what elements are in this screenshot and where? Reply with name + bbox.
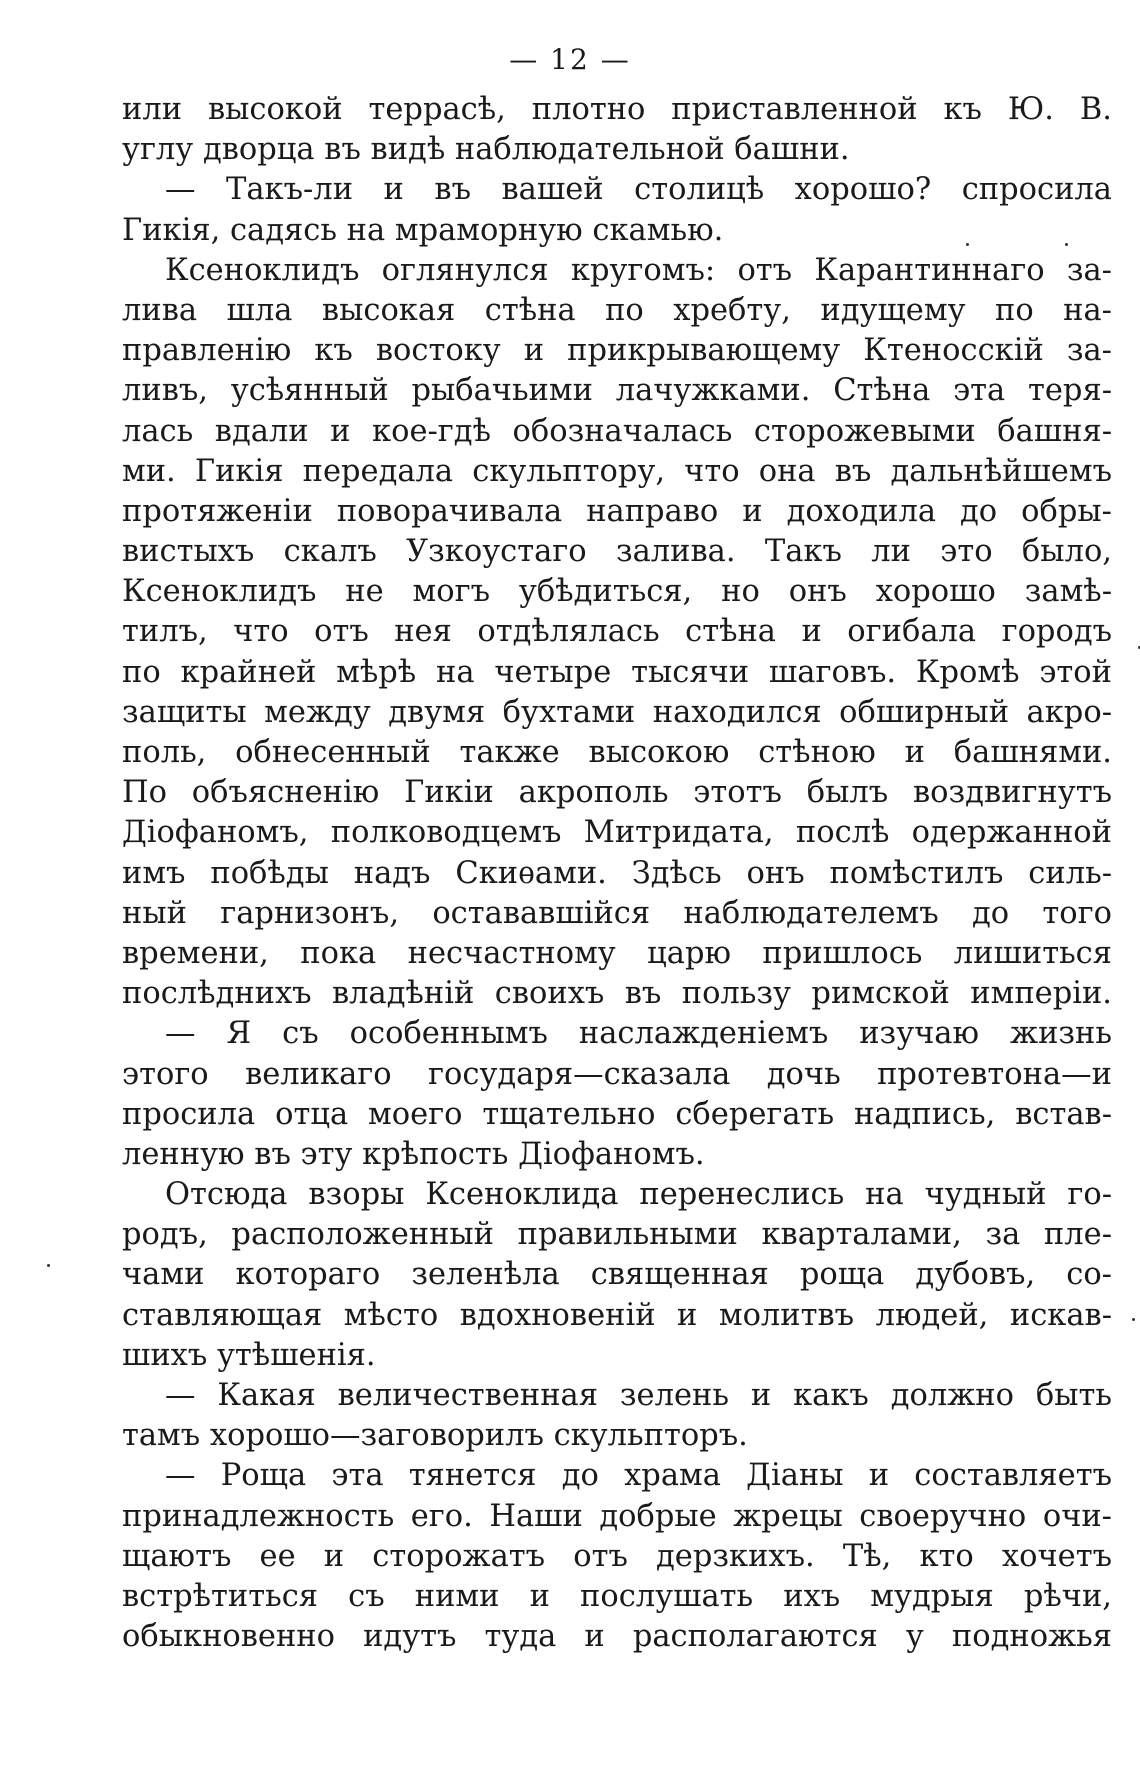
- text-line: — Такъ-ли и въ вашей столицѣ хорошо? спросила: [165, 172, 1112, 208]
- text-line: этого великаго государя—сказала дочь протевтона—и: [122, 1056, 1112, 1092]
- text-line: встрѣтиться съ ними и послушать ихъ мудрыя рѣчи,: [122, 1578, 1112, 1614]
- text-line: ленную въ эту крѣпость Діофаномъ.: [122, 1136, 705, 1172]
- body-text: [122, 90, 1112, 1657]
- text-line: ставляющая мѣсто вдохновеній и молитвъ людей, искав-: [122, 1297, 1112, 1333]
- text-line: Діофаномъ, полководцемъ Митридата, послѣ одержанной: [122, 815, 1112, 851]
- text-line: чами котораго зеленѣла священная роща дубовъ, со-: [122, 1257, 1112, 1293]
- text-line: ми. Гикія передала скульптору, что она въ дальнѣйшемъ: [122, 453, 1112, 489]
- text-line: ливъ, усѣянный рыбачьими лачужками. Стѣна эта теря-: [122, 373, 1112, 409]
- text-line: обыкновенно идутъ туда и располагаются у подножья: [122, 1619, 1112, 1655]
- text-line: лась вдали и кое-гдѣ обозначалась сторожевыми башня-: [122, 413, 1112, 449]
- text-line: щаютъ ее и сторожатъ отъ дерзкихъ. Тѣ, кто хочетъ: [122, 1538, 1112, 1574]
- scan-speck: [1132, 1318, 1135, 1321]
- text-line: по крайней мѣрѣ на четыре тысячи шаговъ. Кромѣ этой: [122, 654, 1112, 690]
- text-line: лива шла высокая стѣна по хребту, идущему по на-: [122, 292, 1112, 328]
- scan-speck: [1065, 243, 1068, 246]
- text-line: времени, пока несчастному царю пришлось лишиться: [122, 935, 1112, 971]
- text-line: родъ, расположенный правильными кварталами, за пле-: [122, 1217, 1112, 1253]
- text-line: — Я съ особеннымъ наслажденіемъ изучаю жизнь: [165, 1016, 1112, 1052]
- text-line: тамъ хорошо—заговорилъ скульпторъ.: [122, 1418, 748, 1454]
- text-line: углу дворца въ видѣ наблюдательной башни.: [122, 132, 850, 168]
- text-line: поль, обнесенный также высокою стѣною и башнями.: [122, 735, 1112, 770]
- text-line: протяженіи поворачивала направо и доходила до обры-: [122, 493, 1112, 529]
- text-line: Ксеноклидъ не могъ убѣдиться, но онъ хорошо замѣ-: [122, 574, 1112, 610]
- text-line: шихъ утѣшенія.: [122, 1337, 376, 1373]
- text-line: или высокой террасѣ, плотно приставленной къ Ю. В.: [122, 92, 1112, 127]
- text-line: защиты между двумя бухтами находился обширный акро-: [122, 694, 1112, 730]
- text-line: тилъ, что отъ нея отдѣлялась стѣна и огибала городъ: [122, 614, 1112, 650]
- text-line: Ксеноклидъ оглянулся кругомъ: отъ Карантиннаго за-: [165, 252, 1112, 288]
- text-line: Отсюда взоры Ксеноклида перенеслись на чудный го-: [165, 1177, 1112, 1213]
- text-line: имъ побѣды надъ Скиѳами. Здѣсь онъ помѣстилъ силь-: [122, 855, 1112, 891]
- text-line: — Роща эта тянется до храма Діаны и составляетъ: [165, 1458, 1112, 1494]
- text-line: принадлежность его. Наши добрые жрецы своеручно очи-: [122, 1498, 1112, 1534]
- page-number: — 12 —: [509, 43, 631, 76]
- scan-speck: [966, 243, 969, 246]
- text-line: По объясненію Гикіи акрополь этотъ былъ воздвигнутъ: [122, 775, 1112, 811]
- text-line: вистыхъ скалъ Узкоустаго залива. Такъ ли это было,: [122, 534, 1112, 570]
- scan-speck: [47, 1264, 50, 1267]
- text-line: послѣднихъ владѣній своихъ въ пользу римской имперіи.: [122, 976, 1112, 1012]
- text-line: ный гарнизонъ, остававшійся наблюдателемъ до того: [122, 895, 1112, 931]
- text-line: просила отца моего тщательно сберегать надпись, встав-: [122, 1096, 1112, 1132]
- text-line: правленію къ востоку и прикрывающему Ктеносскій за-: [122, 333, 1112, 369]
- text-line: — Какая величественная зелень и какъ должно быть: [165, 1378, 1112, 1413]
- text-line: Гикія, садясь на мраморную скамью.: [122, 212, 724, 248]
